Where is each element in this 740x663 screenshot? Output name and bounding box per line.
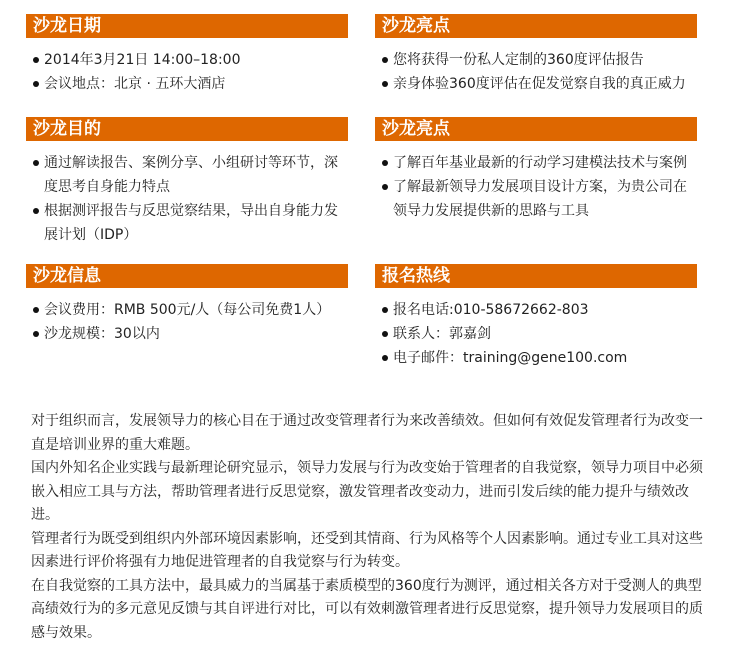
- paragraph: 在自我觉察的工具方法中，最具威力的当属基于素质模型的360度行为测评，通过相关各方对于受测人的典型高绩效行为的多元意见反馈与其自评进行对比，可以有效刺激管理者进行反思觉察，提升领导力发展项目的质感与效果。: [31, 577, 703, 641]
- bullet-icon: [33, 160, 39, 166]
- section-header: 沙龙日期: [26, 14, 348, 38]
- list-item: 了解百年基业最新的行动学习建模法技术与案例: [375, 151, 697, 175]
- list-item: 您将获得一份私人定制的360度评估报告: [375, 48, 697, 72]
- section-salon-info: [26, 264, 348, 346]
- paragraph: 对于组织而言，发展领导力的核心目在于通过改变管理者行为来改善绩效。但如何有效促发管理者行为改变一直是培训业界的重大难题。: [31, 413, 703, 453]
- list-item: 根据测评报告与反思觉察结果，导出自身能力发展计划（IDP）: [26, 199, 348, 247]
- bullet-icon: [382, 307, 388, 313]
- section-salon-date: [26, 14, 348, 96]
- section-header: 沙龙亮点: [375, 14, 697, 38]
- section-header: 沙龙目的: [26, 117, 348, 141]
- intro-text: [31, 410, 713, 645]
- list-item: 电子邮件：training@gene100.com: [375, 346, 697, 370]
- list-item: 会议地点：北京 · 五环大酒店: [26, 72, 348, 96]
- list-item: 亲身体验360度评估在促发觉察自我的真正威力: [375, 72, 697, 96]
- bullet-icon: [33, 331, 39, 337]
- list-item: 报名电话:010-58672662-803: [375, 298, 697, 322]
- bullet-icon: [382, 57, 388, 63]
- section-header: 报名热线: [375, 264, 697, 288]
- list-item: 联系人：郭嘉剑: [375, 322, 697, 346]
- bullet-icon: [33, 307, 39, 313]
- list-item: 2014年3月21日 14:00–18:00: [26, 48, 348, 72]
- bullet-icon: [33, 208, 39, 214]
- section-registration-hotline: [375, 264, 697, 370]
- bullet-icon: [382, 81, 388, 87]
- bullet-icon: [382, 184, 388, 190]
- section-salon-purpose: [26, 117, 348, 247]
- bullet-icon: [33, 57, 39, 63]
- paragraph: 管理者行为既受到组织内外部环境因素影响，还受到其情商、行为风格等个人因素影响。通过专业工具对这些因素进行评价将强有力地促进管理者的自我觉察与行为转变。: [31, 530, 703, 570]
- bullet-icon: [33, 81, 39, 87]
- list-item: 沙龙规模：30以内: [26, 322, 348, 346]
- bullet-icon: [382, 331, 388, 337]
- bullet-icon: [382, 160, 388, 166]
- section-salon-highlights-1: [375, 14, 697, 96]
- section-header: 沙龙亮点: [375, 117, 697, 141]
- list-item: 了解最新领导力发展项目设计方案，为贵公司在领导力发展提供新的思路与工具: [375, 175, 697, 223]
- section-salon-highlights-2: [375, 117, 697, 223]
- bullet-icon: [382, 355, 388, 361]
- list-item: 通过解读报告、案例分享、小组研讨等环节，深度思考自身能力特点: [26, 151, 348, 199]
- list-item: 会议费用：RMB 500元/人（每公司免费1人）: [26, 298, 348, 322]
- section-header: 沙龙信息: [26, 264, 348, 288]
- paragraph: 国内外知名企业实践与最新理论研究显示，领导力发展与行为改变始于管理者的自我觉察，领导力项目中必须嵌入相应工具与方法，帮助管理者进行反思觉察，激发管理者改变动力，进而引发后续的能力提升与绩效改进。: [31, 460, 703, 523]
